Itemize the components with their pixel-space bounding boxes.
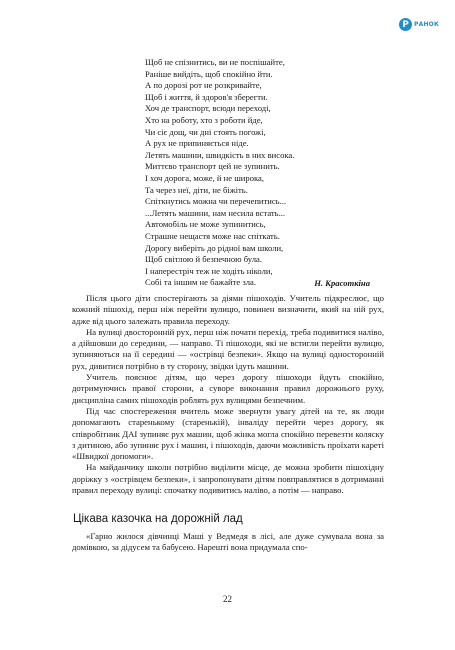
poem-line: Чи сіє дощ, чи дні стоять погожі, <box>145 126 266 137</box>
poem-line: Автомобіль не може зупинитись, <box>145 219 266 230</box>
poem-author: Н. Красоткіна <box>314 278 370 288</box>
publisher-logo-icon: Р <box>399 18 412 31</box>
poem-line: Хоч де транспорт, всюди переході, <box>145 103 271 114</box>
poem-line: І хоч дорога, може, й не широка, <box>145 172 265 183</box>
poem-line: Летять машини, швидкість в них висока. <box>145 149 295 160</box>
poem-line: Та через неї, діти, не біжіть. <box>145 184 248 195</box>
paragraph: На вулиці двосторонній рух, перш ніж почати перехід, треба подивитися наліво, а дійшовши до середини, — направо. Ті пішоходи, які не встигли перейти вулицю, зупиняються на її середині — «острівці безпеки». Якщо на вулиці односторонній рух, дивитися потрібно в ту сторону, звідки ідуть машини. <box>72 326 384 371</box>
page-number: 22 <box>223 594 232 604</box>
poem-line: Хто на роботу, хто з роботи йде, <box>145 114 263 125</box>
poem-line: А по дорозі рот не розкривайте, <box>145 80 262 91</box>
poem-line: Спіткнутись можна чи перечепитись... <box>145 196 287 207</box>
section-heading: Цікава казочка на дорожній лад <box>73 513 243 525</box>
body-text <box>72 293 384 496</box>
poem-line: Щоб світлою й безпечною була. <box>145 254 262 265</box>
paragraph: Після цього діти спостерігають за діями пішоходів. Учитель підкреслює, що кожний пішохід, перш ніж перейти вулицю, повинен визначити, який на ній рух, адже від цього залежать правила переходу. <box>72 293 384 326</box>
paragraph: На майданчику школи потрібно виділити місце, де можна зробити пішохідну доріжку з «острівцем безпеки», і запропонувати дітям повправлятися в дотриманні правил переходу вулиці: спочатку подивитись наліво, а потім — направо. <box>72 462 384 496</box>
poem-line: Дорогу виберіть до рідної вам школи, <box>145 242 284 253</box>
poem <box>145 57 395 289</box>
publisher-logo-text: РАНОК <box>414 21 440 28</box>
poem-line: Щоб не спізнитись, ви не поспішайте, <box>145 57 285 67</box>
poem-line: І наперестріч теж не ходіть ніколи, <box>145 265 273 276</box>
poem-line: А рух не припиняється ніде. <box>145 138 249 149</box>
poem-line: Раніше вийдіть, щоб спокійно йти. <box>145 68 273 79</box>
poem-line: Щоб і життя, й здоров'я зберегти. <box>145 91 268 102</box>
story-paragraph: «Гарно жилося дівчинці Маші у Ведмедя в лісі, але дуже сумувала вона за домівкою, за дідусем та бабусею. Нарешті вона придумала спо- <box>72 531 384 553</box>
paragraph: Під час спостереження вчитель може звернути увагу дітей на те, як люди допомагають старенькому (старенькій), інваліду перейти через дорогу, як співробітник ДАІ зупиняє рух машин, щоб жінка могла спокійно перевезти коляску з дитиною, або зупиняє рух і машин, і пішоходів, даючи можливість проїхати кареті «Швидкої допомоги». <box>72 405 384 462</box>
poem-line: Миттєво транспорт цей не зупинить. <box>145 161 280 172</box>
publisher-logo <box>399 18 439 31</box>
poem-line: Страшне нещастя може нас спіткать. <box>145 230 280 241</box>
poem-line: ...Летять машини, нам несила встать... <box>145 207 286 218</box>
poem-line: Собі та іншим не бажайте зла. <box>145 277 257 288</box>
paragraph: Учитель пояснює дітям, що через дорогу пішоходи йдуть спокійно, дотримуючись правої сторони, а суворе виконання правил дорожнього руху, дисципліна самих пішоходів роблять рух вулицями безпечним. <box>72 372 384 405</box>
